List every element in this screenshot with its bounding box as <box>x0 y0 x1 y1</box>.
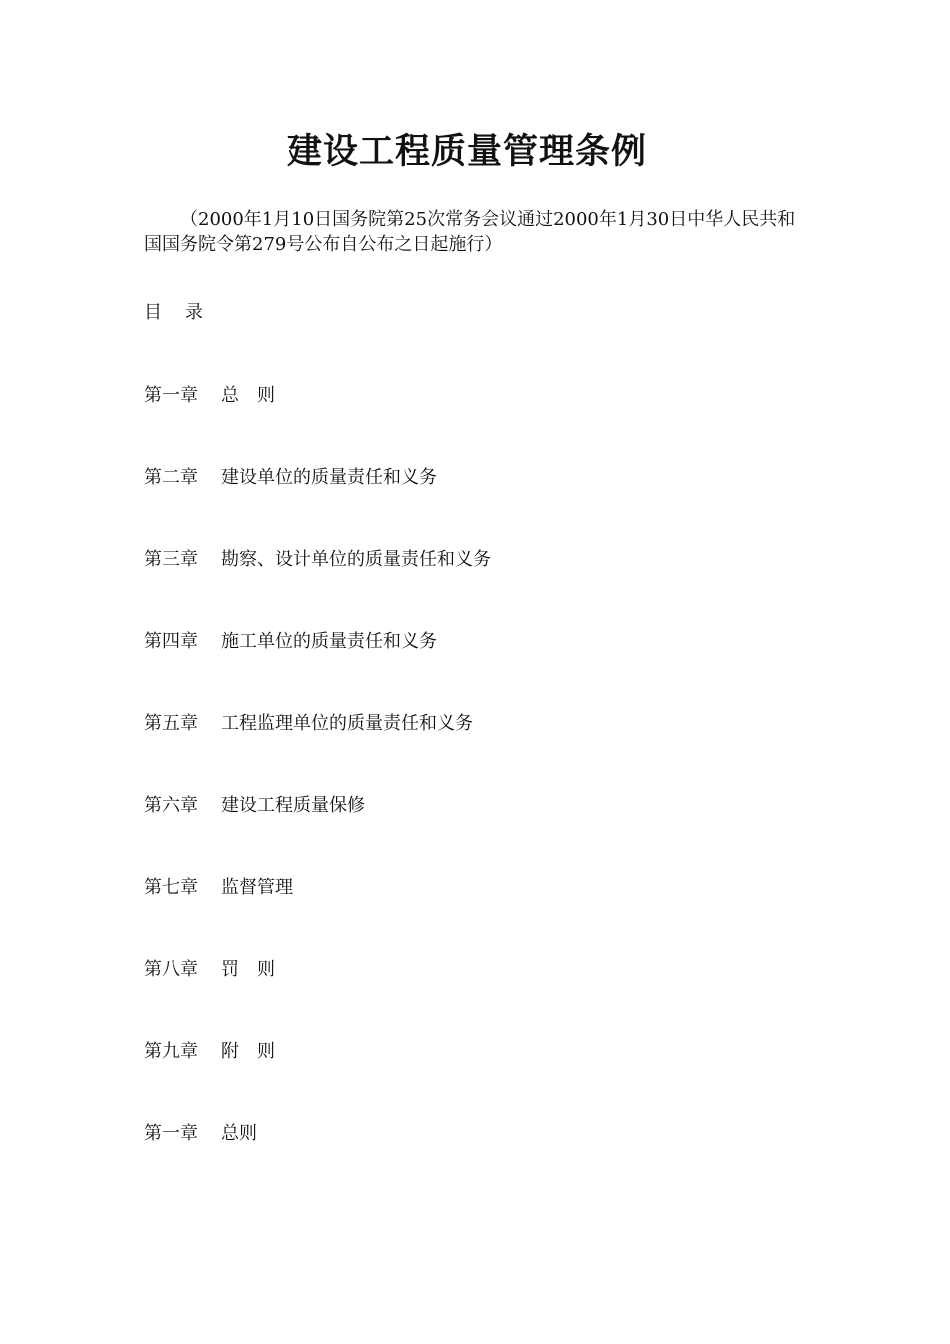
toc-item[interactable] <box>144 876 293 900</box>
toc-item[interactable] <box>144 630 437 654</box>
toc-chapter-number: 第一章 <box>144 385 198 406</box>
toc-chapter-name: 监督管理 <box>221 877 293 898</box>
toc-chapter-number: 第九章 <box>144 1041 198 1062</box>
toc-item[interactable] <box>144 466 437 490</box>
toc-chapter-number: 第五章 <box>144 713 198 734</box>
toc-heading-part-1: 目 <box>144 302 162 323</box>
toc-item[interactable] <box>144 1040 275 1064</box>
toc-heading-part-2: 录 <box>185 302 203 323</box>
section-chapter-name: 总则 <box>221 1123 257 1144</box>
toc-chapter-name: 勘察、设计单位的质量责任和义务 <box>221 549 491 570</box>
toc-chapter-name: 施工单位的质量责任和义务 <box>221 631 437 652</box>
toc-chapter-name: 附 则 <box>221 1041 275 1062</box>
toc-chapter-name: 总 则 <box>221 385 275 406</box>
toc-chapter-number: 第三章 <box>144 549 198 570</box>
toc-item[interactable] <box>144 548 491 572</box>
toc-chapter-number: 第六章 <box>144 795 198 816</box>
toc-chapter-number: 第二章 <box>144 467 198 488</box>
toc-item[interactable] <box>144 794 365 818</box>
toc-item[interactable] <box>144 712 473 736</box>
toc-item[interactable] <box>144 384 275 408</box>
toc-chapter-name: 工程监理单位的质量责任和义务 <box>221 713 473 734</box>
section-chapter-number: 第一章 <box>144 1123 198 1144</box>
toc-chapter-name: 建设工程质量保修 <box>221 795 365 816</box>
toc-chapter-name: 罚 则 <box>221 959 275 980</box>
toc-chapter-number: 第四章 <box>144 631 198 652</box>
toc-chapter-name: 建设单位的质量责任和义务 <box>221 467 437 488</box>
toc-chapter-number: 第七章 <box>144 877 198 898</box>
toc-item[interactable] <box>144 958 275 982</box>
toc-heading <box>144 301 203 325</box>
toc-chapter-number: 第八章 <box>144 959 198 980</box>
document-title: 建设工程质量管理条例 <box>286 132 647 172</box>
document-subtitle: （2000年1月10日国务院第25次常务会议通过2000年1月30日中华人民共和国国务院令第279号公布自公布之日起施行） <box>144 209 796 255</box>
section-heading <box>144 1122 257 1146</box>
